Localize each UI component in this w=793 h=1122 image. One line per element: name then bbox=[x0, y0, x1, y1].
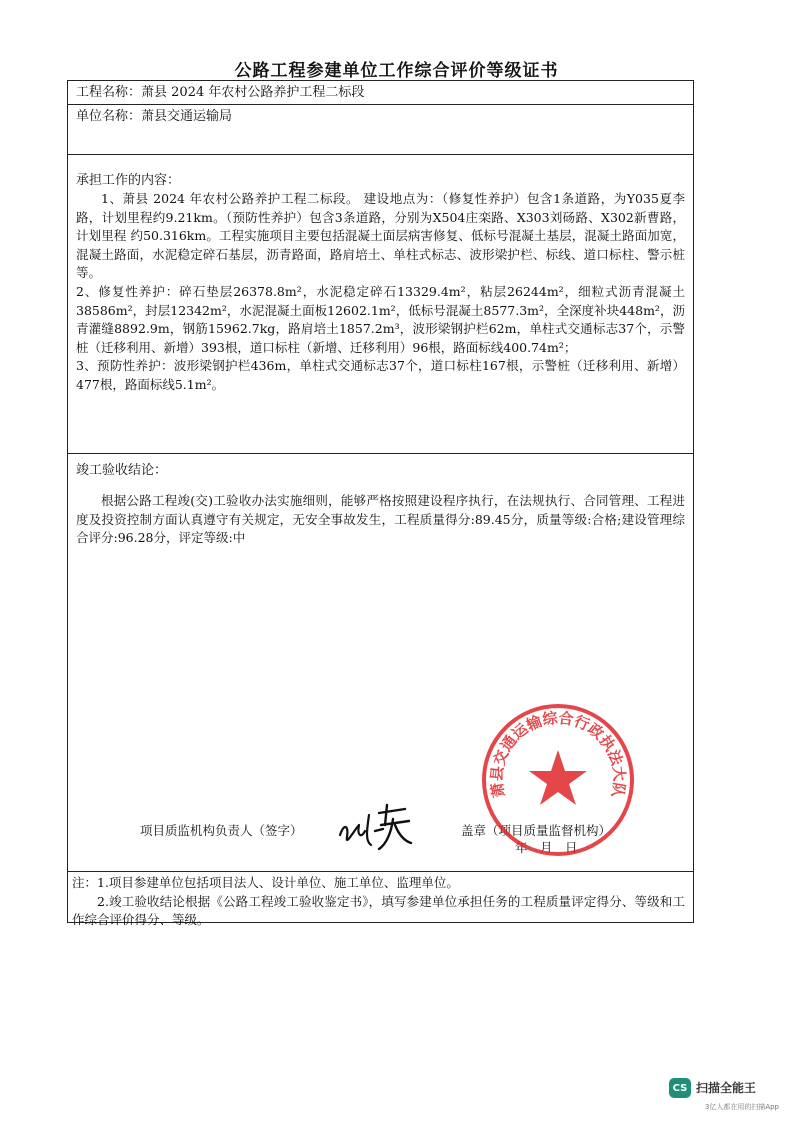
handwritten-signature bbox=[335, 795, 415, 855]
note-item: 2.竣工验收结论根据《公路工程竣工验收鉴定书》，填写参建单位承担任务的工程质量评定得分、等级和工作综合评价得分、等级。 bbox=[72, 893, 685, 928]
row-divider bbox=[68, 453, 693, 454]
work-content-label: 承担工作的内容： bbox=[76, 173, 181, 188]
project-name-value: 萧县 2024 年农村公路养护工程二标段 bbox=[141, 85, 365, 100]
app-name: 扫描全能王 bbox=[696, 1081, 757, 1095]
note-item: 注：1.项目参建单位包括项目法人、设计单位、施工单位、监理单位。 bbox=[72, 875, 459, 890]
unit-name-label: 单位名称： bbox=[76, 109, 142, 124]
unit-name-value: 萧县交通运输局 bbox=[141, 109, 233, 124]
notes-section bbox=[72, 874, 685, 930]
acceptance-section bbox=[76, 461, 685, 548]
work-content-item: 1、萧县 2024 年农村公路养护工程二标段。 建设地点为：（修复性养护）包含1条道路，为Y035夏李路，计划里程约9.21km。（预防性养护）包含3条道路，分别为X504庄栾路、X303刘砀路、X302新曹路，计划里程 约50.316km。工程实施项目主要包括混凝土面层病害修复、低标号混凝土基层，混凝土路面加宽，混凝土路面，水泥稳定碎石基层，沥青路面，路肩培土、单柱式标志、波形梁护栏、标线、道口标柱、警示桩等。 bbox=[76, 191, 685, 281]
seal-label: 盖章（项目质量监督机构） bbox=[461, 823, 612, 838]
acceptance-text: 根据公路工程竣(交)工验收办法实施细则，能够严格按照建设程序执行，在法规执行、合同管理、工程进度及投资控制方面认真遵守有关规定，无安全事故发生，工程质量得分:89.45分，质量等级:合格;建设管理综合评分:96.28分，评定等级:中 bbox=[76, 493, 685, 546]
project-name-label: 工程名称： bbox=[76, 85, 142, 100]
scanner-app-logo bbox=[669, 1076, 779, 1114]
document-title: 公路工程参建单位工作综合评价等级证书 bbox=[234, 61, 559, 81]
unit-name-row bbox=[76, 107, 685, 126]
work-content-item: 3、预防性养护：波形梁钢护栏436m，单柱式交通标志37个，道口标柱167根，示警桩（迁移利用、新增）477根，路面标线5.1m²。 bbox=[76, 358, 685, 392]
row-divider bbox=[68, 104, 693, 105]
cs-logo-icon: CS bbox=[669, 1078, 691, 1098]
seal-text: 萧县交通运输综合行政执法大队 bbox=[487, 708, 629, 799]
supervisor-sign-label: 项目质监机构负责人（签字） bbox=[140, 823, 303, 838]
app-tagline: 3亿人都在用的扫描App bbox=[704, 1103, 779, 1111]
acceptance-label: 竣工验收结论： bbox=[76, 463, 168, 478]
seal-star-icon bbox=[529, 750, 587, 805]
project-name-row bbox=[76, 83, 685, 102]
row-divider bbox=[68, 154, 693, 155]
work-content-section bbox=[76, 171, 685, 395]
date-label: 年 月 日 bbox=[515, 840, 578, 855]
row-divider bbox=[68, 871, 693, 872]
official-seal bbox=[478, 700, 638, 860]
work-content-item: 2、修复性养护：碎石垫层26378.8m²，水泥稳定碎石13329.4m²，粘层26244m²，细粒式沥青混凝土38586m²，封层12342m²，水泥混凝土面板12602.1m²，低标号混凝土8577.3m²，全深度补块448m²，沥青灌缝8892.9m，钢筋15962.7kg，路肩培土1857.2m³，波形梁钢护栏62m，单柱式交通标志37个，示警桩（迁移利用、新增）393根，道口标柱（新增、迁移利用）96根，路面标线400.74m²； bbox=[76, 283, 685, 355]
